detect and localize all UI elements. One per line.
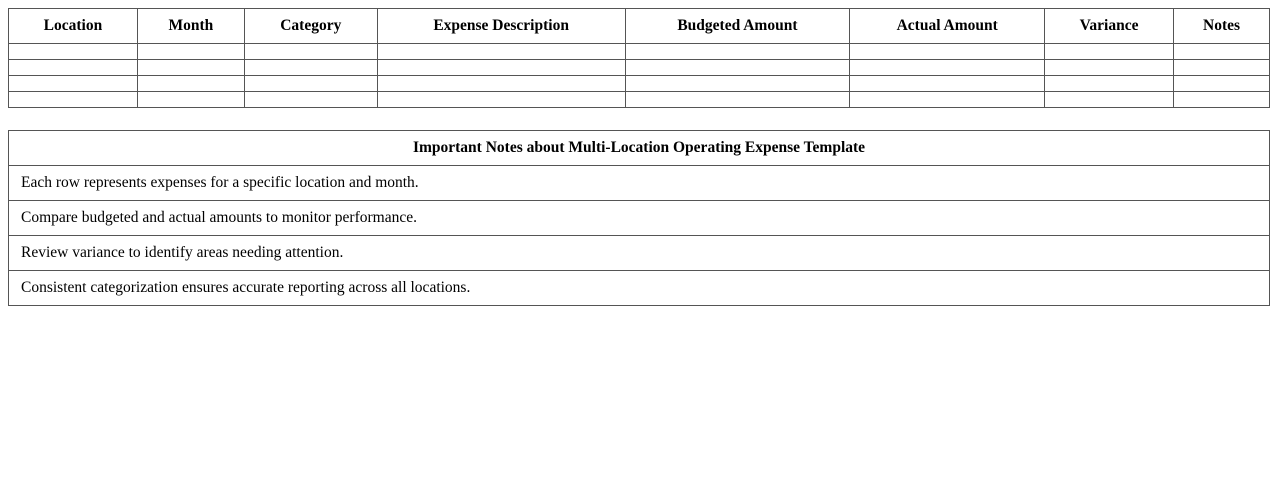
- table-row: [9, 44, 1270, 60]
- table-cell[interactable]: [850, 60, 1045, 76]
- column-header-category: Category: [244, 9, 377, 44]
- notes-table-header-row: [9, 131, 1270, 166]
- table-cell[interactable]: [377, 92, 625, 108]
- table-cell[interactable]: [625, 60, 850, 76]
- table-cell[interactable]: [244, 76, 377, 92]
- table-cell[interactable]: [244, 44, 377, 60]
- note-text: Compare budgeted and actual amounts to monitor performance.: [9, 201, 1270, 236]
- column-header-location: Location: [9, 9, 138, 44]
- table-cell[interactable]: [137, 92, 244, 108]
- table-cell[interactable]: [377, 44, 625, 60]
- column-header-month: Month: [137, 9, 244, 44]
- note-row: [9, 201, 1270, 236]
- column-header-variance: Variance: [1045, 9, 1174, 44]
- table-cell[interactable]: [1174, 92, 1270, 108]
- notes-table: [8, 130, 1270, 306]
- table-cell[interactable]: [850, 76, 1045, 92]
- column-header-expense-description: Expense Description: [377, 9, 625, 44]
- note-text: Consistent categorization ensures accurate reporting across all locations.: [9, 271, 1270, 306]
- table-cell[interactable]: [137, 76, 244, 92]
- table-row: [9, 92, 1270, 108]
- table-cell[interactable]: [1174, 60, 1270, 76]
- table-cell[interactable]: [625, 76, 850, 92]
- table-row: [9, 76, 1270, 92]
- table-cell[interactable]: [1045, 60, 1174, 76]
- notes-table-title: Important Notes about Multi-Location Operating Expense Template: [9, 131, 1270, 166]
- table-cell[interactable]: [377, 60, 625, 76]
- table-cell[interactable]: [625, 92, 850, 108]
- expense-table-header-row: [9, 9, 1270, 44]
- note-text: Each row represents expenses for a specific location and month.: [9, 166, 1270, 201]
- table-cell[interactable]: [9, 92, 138, 108]
- table-cell[interactable]: [377, 76, 625, 92]
- table-cell[interactable]: [850, 92, 1045, 108]
- note-row: [9, 236, 1270, 271]
- column-header-notes: Notes: [1174, 9, 1270, 44]
- table-cell[interactable]: [1045, 44, 1174, 60]
- table-cell[interactable]: [137, 44, 244, 60]
- expense-table: [8, 8, 1270, 108]
- note-row: [9, 166, 1270, 201]
- table-cell[interactable]: [850, 44, 1045, 60]
- table-cell[interactable]: [1174, 76, 1270, 92]
- table-cell[interactable]: [9, 60, 138, 76]
- table-cell[interactable]: [9, 76, 138, 92]
- table-cell[interactable]: [1174, 44, 1270, 60]
- table-cell[interactable]: [1045, 76, 1174, 92]
- table-row: [9, 60, 1270, 76]
- column-header-budgeted-amount: Budgeted Amount: [625, 9, 850, 44]
- table-cell[interactable]: [625, 44, 850, 60]
- column-header-actual-amount: Actual Amount: [850, 9, 1045, 44]
- table-cell[interactable]: [1045, 92, 1174, 108]
- table-cell[interactable]: [9, 44, 138, 60]
- table-cell[interactable]: [137, 60, 244, 76]
- table-cell[interactable]: [244, 60, 377, 76]
- note-row: [9, 271, 1270, 306]
- table-cell[interactable]: [244, 92, 377, 108]
- note-text: Review variance to identify areas needing attention.: [9, 236, 1270, 271]
